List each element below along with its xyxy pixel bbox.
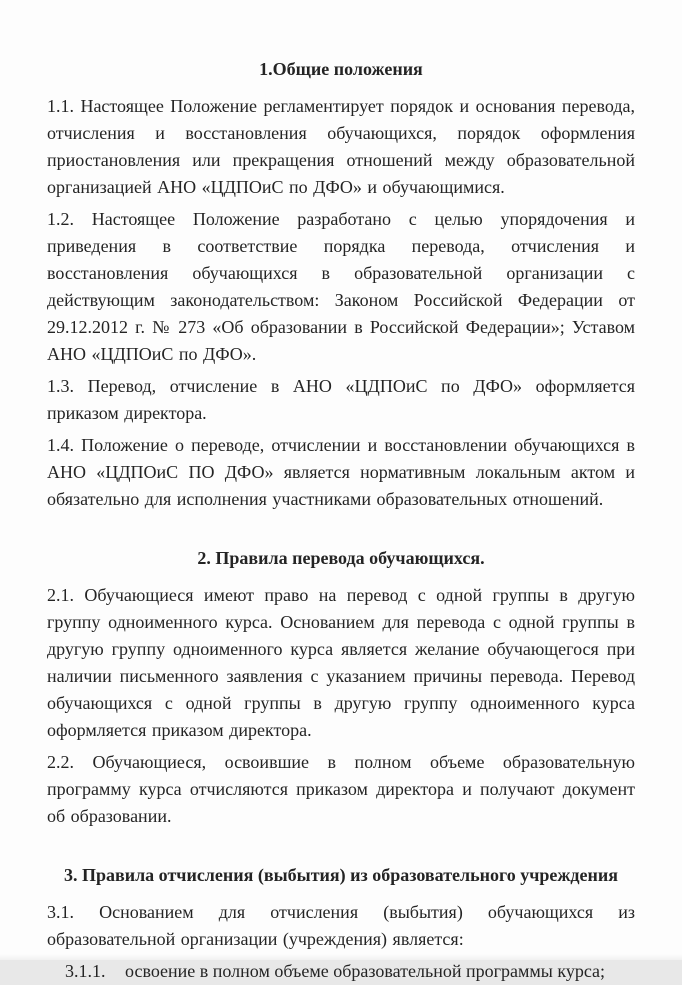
section-general-provisions [47, 56, 635, 513]
section-2-heading: 2. Правила перевода обучающихся. [197, 548, 485, 568]
paragraph-1-3: 1.3. Перевод, отчисление в АНО «ЦДПОиС по ДФО» оформляется приказом директора. [47, 376, 635, 423]
list-item-text: освоение в полном объеме образовательной программы курса; [125, 961, 606, 981]
paragraph-2-2: 2.2. Обучающиеся, освоившие в полном объеме образовательную программу курса отчисляются приказом директора и получают документ об образовании. [47, 752, 635, 826]
section-1-heading: 1.Общие положения [259, 59, 423, 79]
paragraph-3-1: 3.1. Основанием для отчисления (выбытия) обучающихся из образовательной организации (учреждения) является: [47, 902, 635, 949]
section-3-heading: 3. Правила отчисления (выбытия) из образовательного учреждения [63, 865, 619, 885]
paragraph-1-1: 1.1. Настоящее Положение регламентирует порядок и основания перевода, отчисления и восстановления обучающихся, порядок оформления приостановления или прекращения отношений между образовательной организацией АНО «ЦДПОиС по ДФО» и обучающимися. [47, 96, 635, 197]
list-item-3-1-1 [47, 958, 635, 985]
paragraph-2-1: 2.1. Обучающиеся имеют право на перевод с одной группы в другую группу одноименного курса. Основанием для перевода с одной группы в другую группу одноименного курса является желание обучающегося при наличии письменного заявления с указанием причины перевода. Перевод обучающихся с одной группы в другую группу одноименного курса оформляется приказом директора. [47, 585, 635, 740]
paragraph-1-2: 1.2. Настоящее Положение разработано с целью упорядочения и приведения в соответствие порядка перевода, отчисления и восстановления обучающихся в образовательной организации с действующим законодательством: Законом Российской Федерации от 29.12.2012 г. № 273 «Об образовании в Российской Федерации»; Уставом АНО «ЦДПОиС по ДФО». [47, 209, 635, 364]
list-item-number: 3.1.1. [65, 961, 106, 981]
section-transfer-rules [47, 545, 635, 830]
section-expulsion-rules [47, 862, 635, 985]
paragraph-1-4: 1.4. Положение о переводе, отчислении и восстановлении обучающихся в АНО «ЦДПОиС ПО ДФО» является нормативным локальным актом и обязательно для исполнения участниками образовательных отношений. [47, 435, 635, 509]
